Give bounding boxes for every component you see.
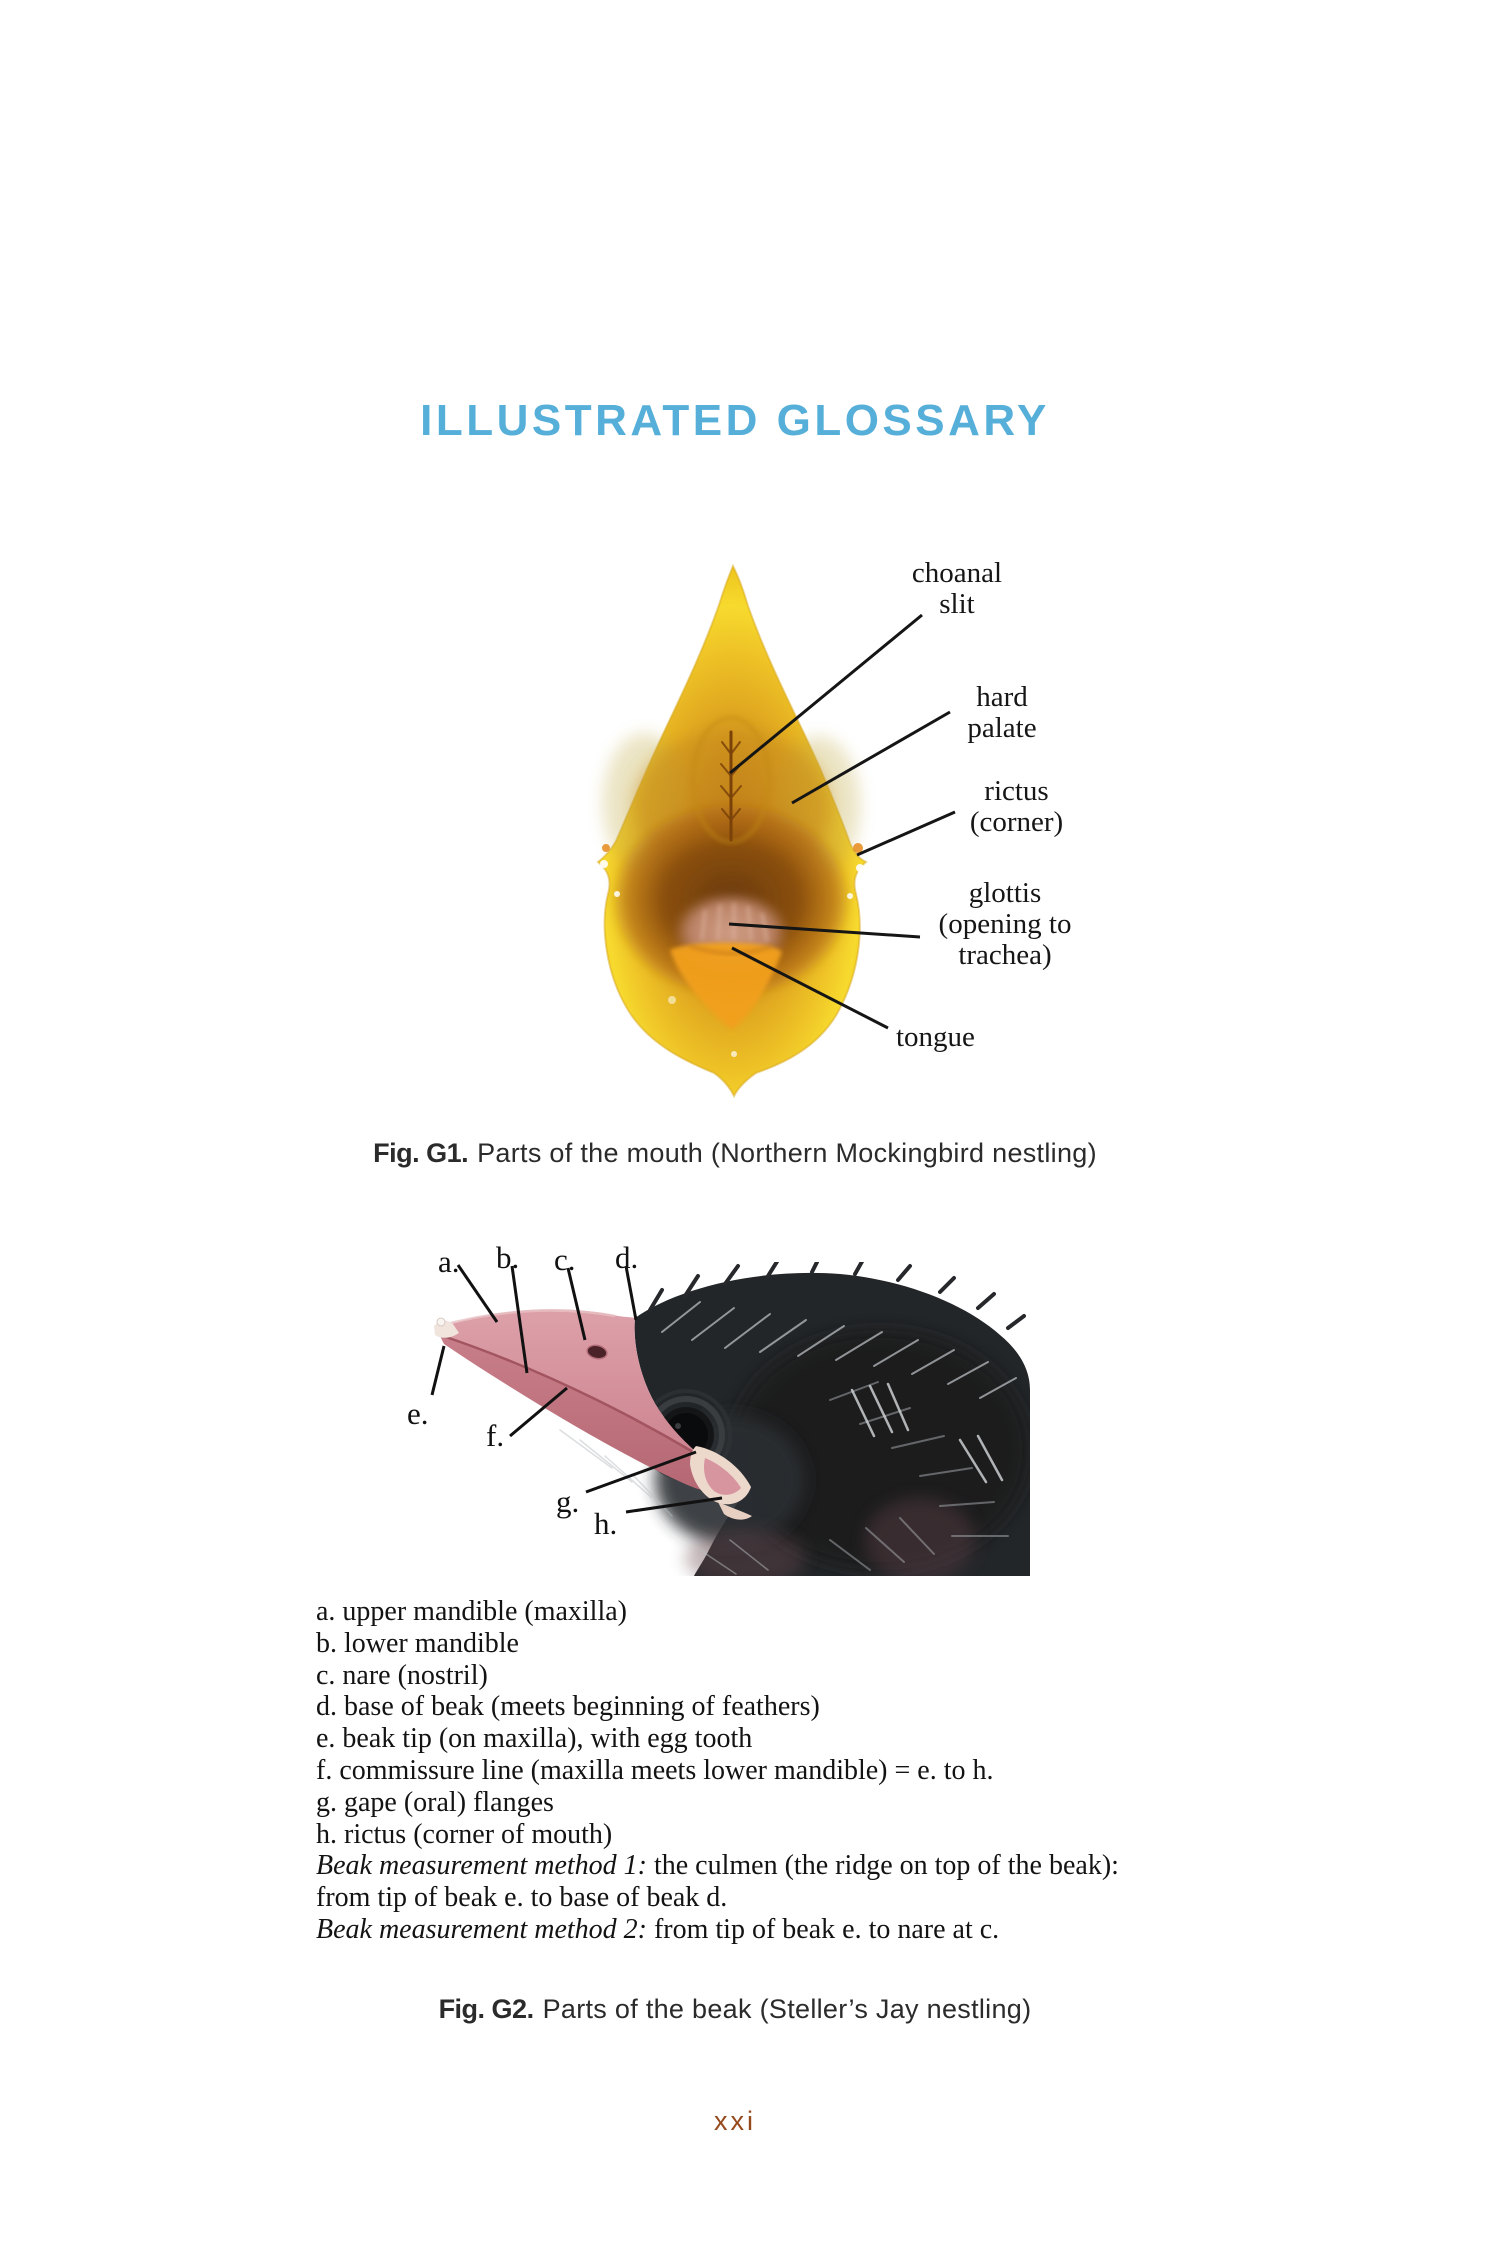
legend-text: b. lower mandible	[316, 1627, 519, 1659]
label-line: tongue	[896, 1021, 975, 1053]
label-line: choanal	[911, 557, 1003, 589]
legend-text: g. gape (oral) flanges	[316, 1786, 554, 1818]
legend-line-f	[316, 1755, 1126, 1787]
legend-line-e	[316, 1723, 1126, 1755]
legend-text: f. commissure line (maxilla meets lower mandible) = e. to h.	[316, 1754, 994, 1786]
label-line: trachea)	[958, 939, 1052, 971]
legend-italic: Beak measurement method 1:	[316, 1850, 647, 1882]
legend-text: the culmen (the ridge on top of the beak): from tip of beak e. to base of beak d.	[316, 1850, 1119, 1914]
point-label-e: e.	[407, 1396, 429, 1431]
figure2-caption-text: Parts of the beak (Steller’s Jay nestling)	[542, 1994, 1032, 2024]
figure1-caption-number: Fig. G1.	[373, 1138, 469, 1168]
label-line: rictus	[984, 775, 1049, 807]
point-label-a: a.	[438, 1244, 460, 1279]
label-glottis	[910, 878, 1100, 971]
legend-line-b	[316, 1628, 1126, 1660]
legend-line-method2	[316, 1914, 1126, 1946]
skin-tint-neck	[685, 1530, 805, 1585]
legend-text: e. beak tip (on maxilla), with egg tooth	[316, 1723, 753, 1755]
label-line: (opening to	[938, 908, 1072, 940]
point-label-f: f.	[486, 1418, 505, 1453]
label-line: (corner)	[969, 806, 1064, 838]
legend-text: c. nare (nostril)	[316, 1659, 488, 1691]
point-label-h: h.	[594, 1506, 618, 1541]
figure2-legend	[316, 1596, 1126, 1946]
point-label-g: g.	[556, 1484, 580, 1519]
legend-line-h	[316, 1819, 1126, 1851]
label-hard-palate	[922, 682, 1082, 744]
legend-italic: Beak measurement method 2:	[316, 1913, 647, 1945]
page-number: xxi	[714, 2106, 756, 2136]
legend-line-a	[316, 1596, 1126, 1628]
label-tongue	[896, 1022, 1036, 1053]
legend-line-g	[316, 1787, 1126, 1819]
point-label-b: b.	[496, 1240, 520, 1275]
legend-text: d. base of beak (meets beginning of feathers)	[316, 1691, 820, 1723]
page-title: ILLUSTRATED GLOSSARY	[420, 396, 1050, 445]
egg-tooth	[437, 1318, 445, 1326]
leader-e	[432, 1346, 444, 1395]
legend-line-c	[316, 1660, 1126, 1692]
label-line: hard	[976, 681, 1028, 713]
label-line: glottis	[968, 877, 1042, 909]
figure2-beak-photo	[400, 1240, 1060, 1585]
figure2-caption-number: Fig. G2.	[438, 1994, 534, 2024]
point-label-c: c.	[554, 1242, 576, 1277]
point-label-d: d.	[615, 1240, 639, 1275]
label-choanal-slit	[877, 558, 1037, 620]
legend-line-d	[316, 1691, 1126, 1723]
label-line: palate	[967, 712, 1037, 744]
label-rictus	[934, 776, 1099, 838]
figure1-caption-text: Parts of the mouth (Northern Mockingbird nestling)	[477, 1138, 1097, 1168]
figure1-caption	[0, 1138, 1470, 1169]
legend-text: from tip of beak e. to nare at c.	[646, 1913, 1000, 1945]
legend-text: a. upper mandible (maxilla)	[316, 1596, 627, 1627]
figure2-caption	[0, 1994, 1470, 2025]
legend-line-method1	[316, 1850, 1126, 1914]
legend-text: h. rictus (corner of mouth)	[316, 1818, 613, 1850]
leader-a	[458, 1265, 497, 1322]
label-line: slit	[939, 588, 975, 620]
